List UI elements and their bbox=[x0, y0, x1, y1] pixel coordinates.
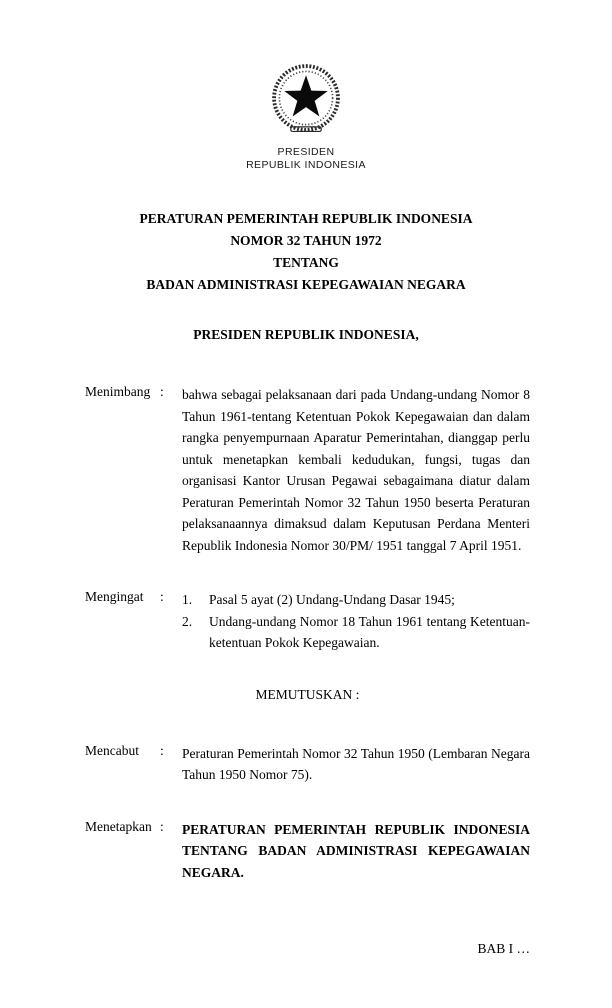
presidential-emblem bbox=[268, 60, 344, 136]
section-mengingat bbox=[85, 589, 530, 654]
letterhead bbox=[0, 0, 612, 172]
list-item bbox=[182, 589, 530, 611]
list-item-number: 1. bbox=[182, 592, 193, 607]
section-list bbox=[182, 589, 530, 654]
section-menetapkan bbox=[85, 819, 530, 884]
title-line1: PERATURAN PEMERINTAH REPUBLIK INDONESIA bbox=[139, 211, 473, 226]
preamble-heading: PRESIDEN REPUBLIK INDONESIA, bbox=[193, 327, 419, 342]
memutuskan-heading: MEMUTUSKAN : bbox=[255, 686, 360, 702]
section-text: PERATURAN PEMERINTAH REPUBLIK INDONESIA TENTANG BADAN ADMINISTRASI KEPEGAWAIAN NEGARA. bbox=[182, 821, 530, 880]
title-line4: BADAN ADMINISTRASI KEPEGAWAIAN NEGARA bbox=[146, 277, 466, 292]
section-colon: : bbox=[160, 818, 164, 834]
section-label: Mencabut bbox=[85, 742, 139, 758]
star-icon bbox=[284, 75, 327, 116]
letterhead-line2: REPUBLIK INDONESIA bbox=[246, 159, 366, 171]
list-item-number: 2. bbox=[182, 613, 193, 629]
title-line3: TENTANG bbox=[273, 255, 339, 270]
document-body bbox=[85, 384, 530, 883]
section-mencabut bbox=[85, 743, 530, 786]
section-menimbang bbox=[85, 384, 530, 556]
title-line2: NOMOR 32 TAHUN 1972 bbox=[230, 233, 382, 248]
section-text: Peraturan Pemerintah Nomor 32 Tahun 1950 (Lembaran Negara Tahun 1950 Nomor 75). bbox=[182, 745, 530, 782]
section-label: Menetapkan bbox=[85, 818, 152, 834]
list-item-text: Undang-undang Nomor 18 Tahun 1961 tentang Ketentuan-ketentuan Pokok Kepegawaian. bbox=[209, 613, 530, 650]
section-text: bahwa sebagai pelaksanaan dari pada Undang-undang Nomor 8 Tahun 1961-tentang Ketentuan Pokok Kepegawaian dan dalam rangka penyempurnaan Aparatur Pemerintahan, dianggap perlu untuk menetapkan kembali kedudukan, fungsi, tugas dan organisasi Kantor Urusan Pegawai sebagaimana diatur dalam Peraturan Pemerintah Nomor 32 Tahun 1950 beserta Peraturan pelaksanaannya dimaksud dalam Keputusan Perdana Menteri Republik Indonesia Nomor 30/PM/ 1951 tanggal 7 April 1951. bbox=[182, 387, 530, 553]
section-colon: : bbox=[160, 589, 164, 604]
list-item bbox=[182, 611, 530, 654]
section-colon: : bbox=[160, 742, 164, 758]
regulation-title bbox=[0, 208, 612, 296]
section-label: Menimbang bbox=[85, 384, 151, 399]
page-continuation-marker: BAB I … bbox=[477, 941, 530, 956]
section-label: Mengingat bbox=[85, 589, 144, 604]
letterhead-line1: PRESIDEN bbox=[277, 146, 335, 158]
section-colon: : bbox=[160, 384, 164, 399]
list-item-text: Pasal 5 ayat (2) Undang-Undang Dasar 1945; bbox=[209, 592, 455, 607]
letterhead-text bbox=[0, 146, 612, 172]
